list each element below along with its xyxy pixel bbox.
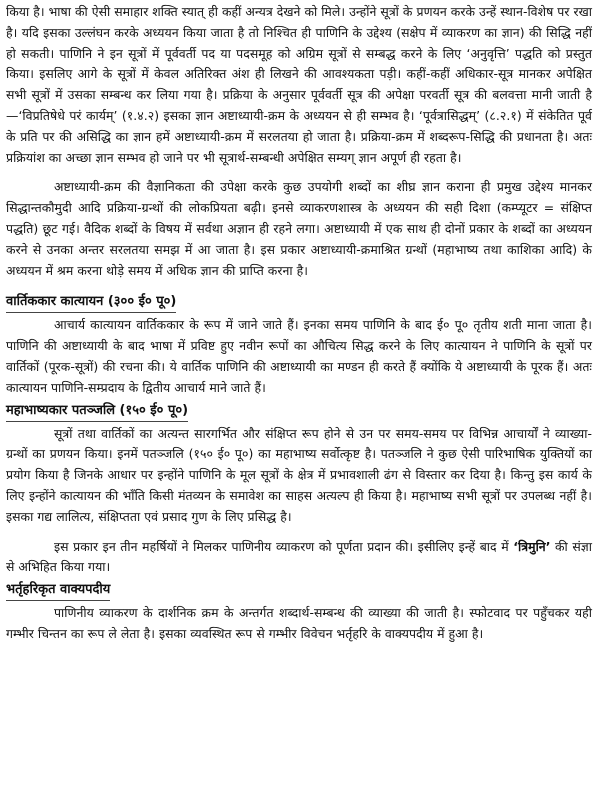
section-heading-katyayana: वार्तिककार कात्यायन (३०० ई० पू०)	[6, 291, 176, 313]
paragraph-katyayana: आचार्य कात्यायन वार्तिककार के रूप में जाने जाते हैं। इनका समय पाणिनि के बाद ई० पू० तृतीय शती माना जाता है। पाणिनि की अष्टाध्यायी के बाद भाषा में प्रविष्ट हुए नवीन रूपों का औचित्य सिद्ध करने के लिए कात्यायन ने पाणिनि के सूत्रों पर वार्तिकों (पूरक-सूत्रों) की रचना की। ये वार्तिक पाणिनि की अष्टाध्यायी का मण्डन ही करते हैं क्योंकि ये अष्टाध्यायी के पूरक हैं। अतः कात्यायन पाणिनि-सम्प्रदाय के द्वितीय आचार्य माने जाते हैं।	[6, 317, 592, 395]
paragraph-patanjali: सूत्रों तथा वार्तिकों का अत्यन्त सारगर्भित और संक्षिप्त रूप होने से उन पर समय-समय पर विभिन्न आचार्यों ने व्याख्या-ग्रन्थों का प्रणयन किया। इनमें पतञ्जलि (१५० ई० पू०) का महाभाष्य सर्वोत्कृष्ट है। पतञ्जलि ने कुछ ऐसी पारिभाषिक युक्तियों का प्रयोग किया है जिनके आधार पर इन्होंने पाणिनि के मूल सूत्रों के क्षेत्र में प्रभावशाली ढंग से विस्तार कर दिया है। किन्तु इस कार्य के लिए इन्होंने कात्यायन की भाँति किसी मंतव्यन के समावेश का साहस अत्यल्प ही किया है। महाभाष्य सभी सूत्रों पर उपलब्ध नहीं है। इसका गद्य लालित्य, संक्षिप्तता एवं प्रसाद गुण के लिए प्रसिद्ध है।	[6, 425, 592, 524]
paragraph-trimuni	[6, 537, 592, 579]
paragraph-gap	[6, 528, 592, 537]
trimuni-term: ‘त्रिमुनि’	[513, 538, 551, 554]
trimuni-text-before: इस प्रकार इन तीन महर्षियों ने मिलकर पाणिनीय व्याकरण को पूर्णता प्रदान की। इसीलिए इन्हें बाद में	[54, 538, 514, 554]
section-heading-patanjali: महाभाष्यकार पतञ्जलि (१५० ई० पू०)	[6, 400, 188, 422]
paragraph-gap	[6, 281, 592, 290]
trimuni-text-after: की संज्ञा से अभिहित किया गया।	[6, 538, 592, 575]
paragraph-vakyapadiya: पाणिनीय व्याकरण के दार्शनिक क्रम के अन्तर्गत शब्दार्थ-सम्बन्ध की व्याख्या की जाती है। स्फोटवाद पर पहुँचकर यही गम्भीर चिन्तन का रूप ले लेता है। इसका व्यवस्थित रूप से गम्भीर विवेचन भर्तृहरि के वाक्यपदीय में हुआ है।	[6, 605, 592, 641]
paragraph-gap	[6, 168, 592, 177]
section-heading-vakyapadiya: भर्तृहरिकृत वाक्यपदीय	[6, 579, 110, 601]
paragraph-ashtadhyayi-krama: अष्टाध्यायी-क्रम की वैज्ञानिकता की उपेक्षा करके कुछ उपयोगी शब्दों का शीघ्र ज्ञान कराना ही प्रमुख उद्देश्य मानकर सिद्धान्तकौमुदी आदि प्रक्रिया-ग्रन्थों की लोकप्रियता बढ़ी। इनसे व्याकरणशास्त्र के अध्ययन की सही दिशा (कम्प्यूटर = संक्षिप्त पद्धति) छूट गई। वैदिक शब्दों के विषय में सर्वथा अज्ञान ही रहने लगा। अष्टाध्यायी में एक साथ ही दोनों प्रकार के शब्दों का अध्ययन करने से उनका अन्तर सरलतया समझ में आ जाता है। इस प्रकार अष्टाध्यायी-क्रमाश्रित ग्रन्थों (महाभाष्य तथा काशिका आदि) के अध्ययन में श्रम करना थोड़े समय में अधिक ज्ञान की प्राप्ति करना है।	[6, 179, 592, 278]
paragraph-intro: किया है। भाषा की ऐसी समाहार शक्ति स्यात् ही कहीं अन्यत्र देखने को मिले। उन्होंने सूत्रों के प्रणयन करके उन्हें स्थान-विशेष पर रखा है। यदि इसका उल्लंघन करके अध्ययन किया जाता है तो निश्चित ही पाणिनि के उद्देश्य (सक्षेप में व्याकरण का ज्ञान) की सिद्धि नहीं हो सकती। पाणिनि ने इन सूत्रों में पूर्ववर्ती पद या पदसमूह को अग्रिम सूत्रों से सम्बद्ध करने के लिए ‘अनुवृत्ति’ पद्धति को प्रस्तुत किया। इसलिए आगे के सूत्रों में केवल अतिरिक्त अंश ही लिखने की आवश्यकता पड़ी। कहीं-कहीं अधिकार-सूत्र मानकर अपेक्षित सभी सूत्रों में उसका सम्बन्ध कर लिया गया है। प्रक्रिया के अनुसार पूर्ववर्ती सूत्र की अपेक्षा परवर्ती सूत्र की बलवत्ता मानी जाती है—‘विप्रतिषेधे परं कार्यम्’ (१.४.२) इसका ज्ञान अष्टाध्यायी-क्रम के अध्ययन से ही सम्भव है। ‘पूर्वत्रासिद्धम्’ (८.२.१) में संकेतित पूर्व के प्रति पर की असिद्धि का ज्ञान हमें अष्टाध्यायी-क्रम में सरलतया हो जाता है। प्रक्रिया-क्रम में शब्दरूप-सिद्धि की प्रधानता है। अतः प्रक्रियांश का अच्छा ज्ञान सम्भव हो जाने पर भी सूत्रार्थ-सम्बन्धी अपेक्षित सम्यग् ज्ञान अपूर्ण ही रहता है।	[6, 4, 592, 165]
